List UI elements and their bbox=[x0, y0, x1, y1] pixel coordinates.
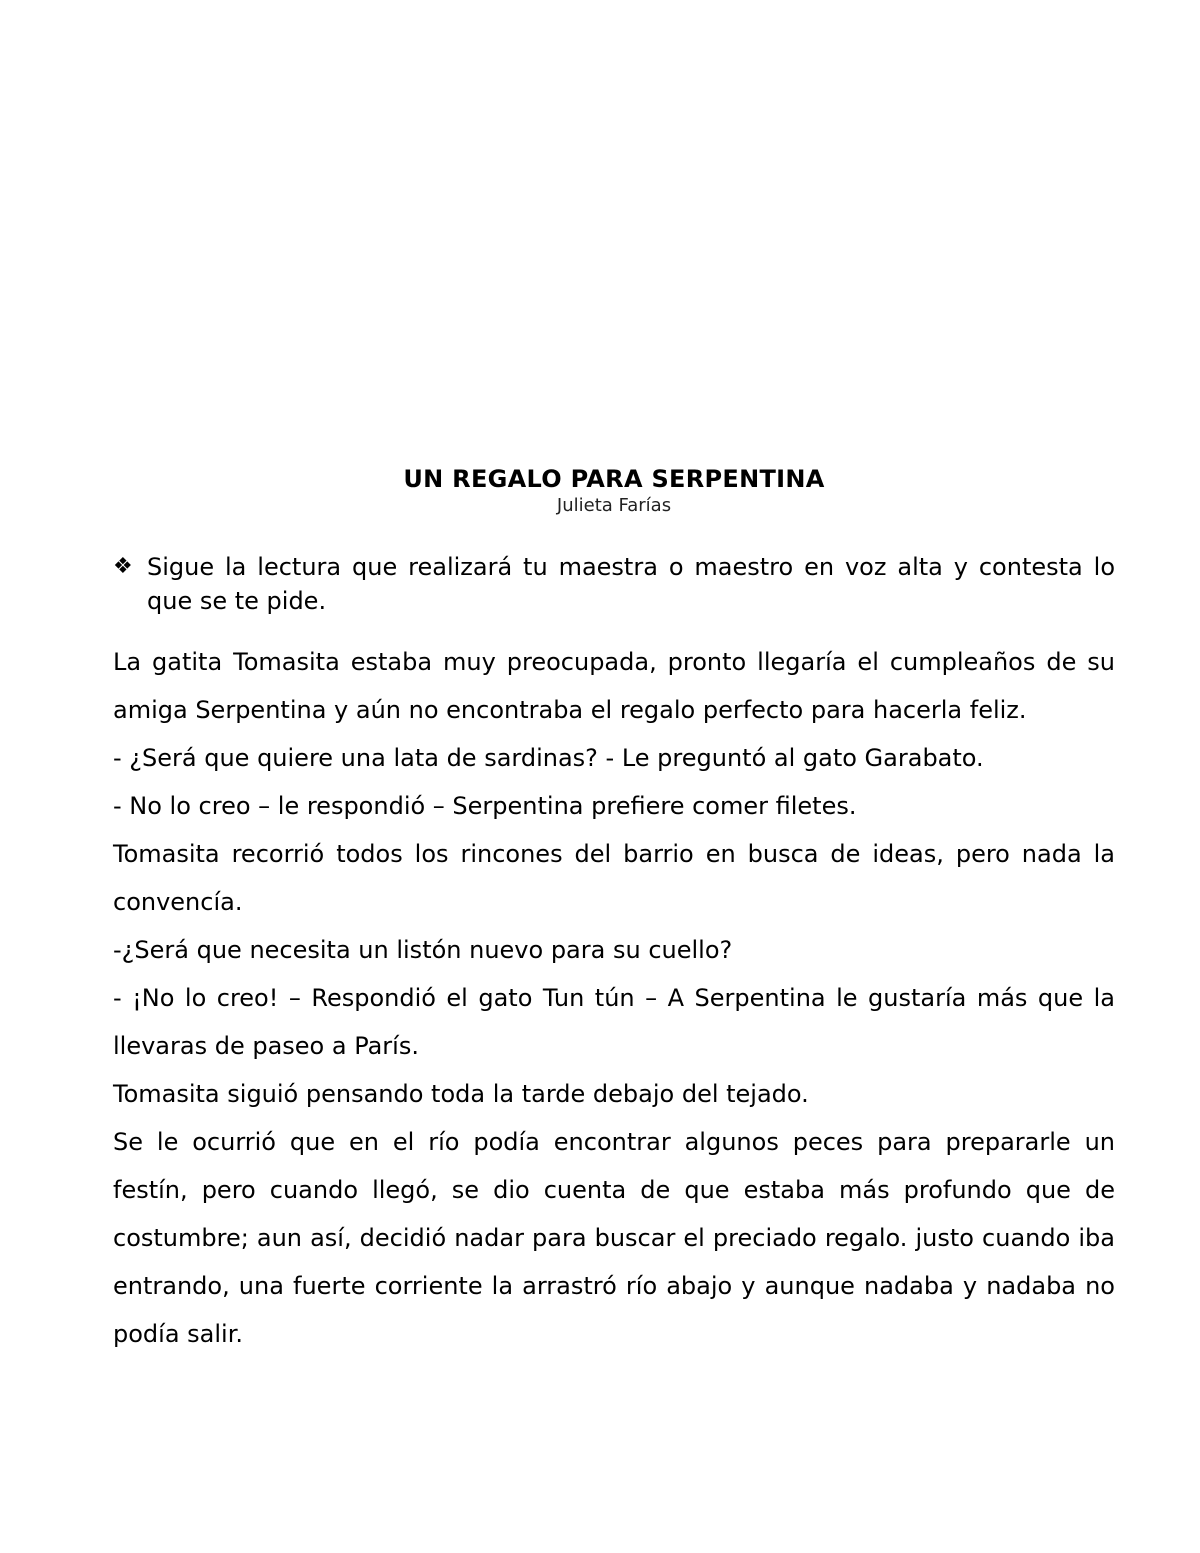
instruction-item bbox=[113, 550, 1115, 618]
story-paragraph: Tomasita recorrió todos los rincones del barrio en busca de ideas, pero nada la convencía. bbox=[113, 840, 1115, 916]
instruction-text: Sigue la lectura que realizará tu maestra o maestro en voz alta y contesta lo que se te pide. bbox=[147, 553, 1115, 615]
story-paragraph: - No lo creo – le respondió – Serpentina prefiere comer filetes. bbox=[113, 792, 857, 820]
story-paragraph: - ¡No lo creo! – Respondió el gato Tun tún – A Serpentina le gustaría más que la llevaras de paseo a París. bbox=[113, 984, 1115, 1060]
story-paragraph: La gatita Tomasita estaba muy preocupada, pronto llegaría el cumpleaños de su amiga Serpentina y aún no encontraba el regalo perfecto para hacerla feliz. bbox=[113, 648, 1115, 724]
page-title: UN REGALO PARA SERPENTINA bbox=[403, 465, 825, 493]
story-body bbox=[113, 638, 1115, 1358]
story-paragraph: - ¿Será que quiere una lata de sardinas? - Le preguntó al gato Garabato. bbox=[113, 744, 984, 772]
diamond-bullet-icon: ❖ bbox=[113, 554, 133, 579]
story-paragraph: Tomasita siguió pensando toda la tarde debajo del tejado. bbox=[113, 1080, 809, 1108]
story-paragraph: Se le ocurrió que en el río podía encontrar algunos peces para prepararle un festín, pero cuando llegó, se dio cuenta de que estaba más profundo que de costumbre; aun así, decidió nadar para buscar el preciado regalo. justo cuando iba entrando, una fuerte corriente la arrastró río abajo y aunque nadaba y nadaba no podía salir. bbox=[113, 1128, 1115, 1348]
story-paragraph: -¿Será que necesita un listón nuevo para su cuello? bbox=[113, 936, 733, 964]
author-name: Julieta Farías bbox=[556, 495, 672, 516]
